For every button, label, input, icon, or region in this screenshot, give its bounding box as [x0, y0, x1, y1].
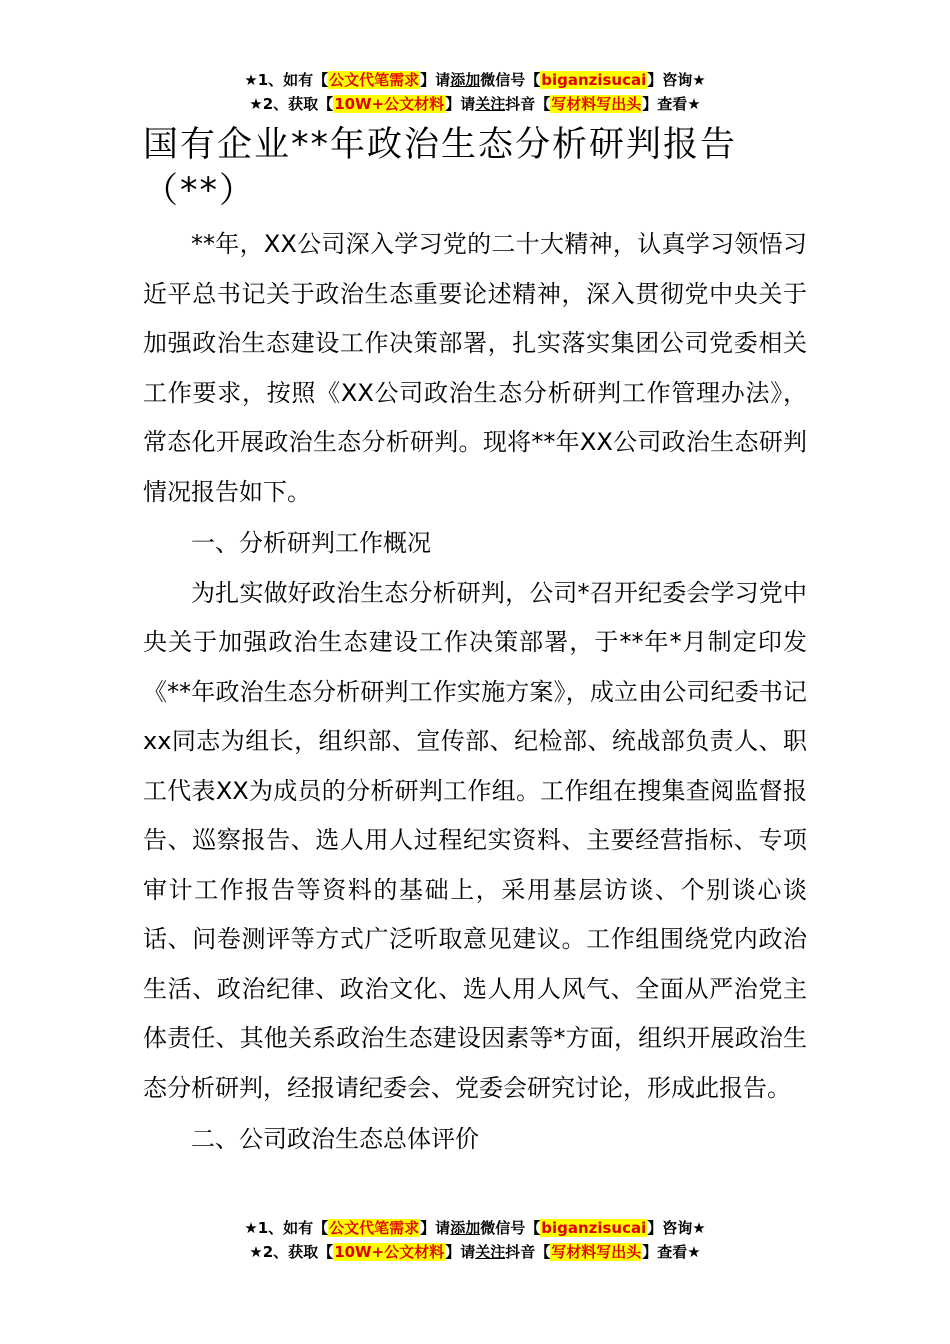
promo-header [0, 68, 950, 116]
promo-line-1-highlight-2: biganzisucai [541, 71, 647, 89]
promo-footer-line-1-highlight-1: 公文代笔需求 [329, 1219, 420, 1237]
promo-line-1-prefix: ★1、如有【 [244, 71, 329, 89]
promo-line-1-mid-2: 微信号【 [480, 71, 541, 89]
promo-line-1-underline: 添加 [450, 71, 481, 89]
section-heading-1: 一、分析研判工作概况 [191, 529, 431, 557]
document-body [143, 220, 807, 1165]
paragraph-intro: **年，XX公司深入学习党的二十大精神，认真学习领悟习近平总书记关于政治生态重要论述精神，深入贯彻党中央关于加强政治生态建设工作决策部署，扎实落实集团公司党委相关工作要求，按照《XX公司政治生态分析研判工作管理办法》，常态化开展政治生态分析研判。现将**年XX公司政治生态研判情况报告如下。 [143, 230, 807, 506]
promo-footer-line-2-highlight-1: 10W+公文材料 [334, 1243, 445, 1261]
promo-line-2-highlight-2: 写材料写出头 [551, 95, 642, 113]
promo-line-1-mid-1: 】请 [420, 71, 451, 89]
document-title: 国有企业**年政治生态分析研判报告（**） [143, 125, 738, 211]
promo-line-2-highlight-1: 10W+公文材料 [334, 95, 445, 113]
promo-line-2-underline: 关注 [475, 95, 506, 113]
paragraph-overview: 为扎实做好政治生态分析研判，公司*召开纪委会学习党中央关于加强政治生态建设工作决策部署，于**年*月制定印发《**年政治生态分析研判工作实施方案》，成立由公司纪委书记xx同志为组长，组织部、宣传部、纪检部、统战部负责人、职工代表XX为成员的分析研判工作组。工作组在搜集查阅监督报告、巡察报告、选人用人过程纪实资料、主要经营指标、专项审计工作报告等资料的基础上，采用基层访谈、个别谈心谈话、问卷测评等方式广泛听取意见建议。工作组围绕党内政治生活、政治纪律、政治文化、选人用人风气、全面从严治党主体责任、其他关系政治生态建设因素等*方面，组织开展政治生态分析研判，经报请纪委会、党委会研究讨论，形成此报告。 [143, 578, 807, 1102]
promo-line-2-mid-1: 】请 [445, 95, 476, 113]
promo-footer-line-2-highlight-2: 写材料写出头 [551, 1243, 642, 1261]
promo-footer-line-2-underline: 关注 [475, 1243, 506, 1261]
promo-line-2-prefix: ★2、获取【 [249, 95, 334, 113]
promo-footer [0, 1216, 950, 1264]
promo-footer-line-1-underline: 添加 [450, 1219, 481, 1237]
promo-footer-line-2 [0, 1240, 950, 1264]
promo-footer-line-2-mid-1: 】请 [445, 1243, 476, 1261]
promo-footer-line-2-suffix: 】查看★ [642, 1243, 701, 1261]
promo-footer-line-1-suffix: 】咨询★ [647, 1219, 706, 1237]
promo-footer-line-2-prefix: ★2、获取【 [249, 1243, 334, 1261]
promo-line-1-highlight-1: 公文代笔需求 [329, 71, 420, 89]
promo-footer-line-1-mid-1: 】请 [420, 1219, 451, 1237]
promo-footer-line-1-prefix: ★1、如有【 [244, 1219, 329, 1237]
promo-footer-line-2-mid-2: 抖音【 [505, 1243, 551, 1261]
promo-line-2-suffix: 】查看★ [642, 95, 701, 113]
promo-footer-line-1-highlight-2: biganzisucai [541, 1219, 647, 1237]
promo-line-1 [0, 68, 950, 92]
promo-footer-line-1 [0, 1216, 950, 1240]
promo-line-1-suffix: 】咨询★ [647, 71, 706, 89]
promo-line-2-mid-2: 抖音【 [505, 95, 551, 113]
promo-line-2 [0, 92, 950, 116]
promo-footer-line-1-mid-2: 微信号【 [480, 1219, 541, 1237]
section-heading-2: 二、公司政治生态总体评价 [191, 1125, 479, 1153]
